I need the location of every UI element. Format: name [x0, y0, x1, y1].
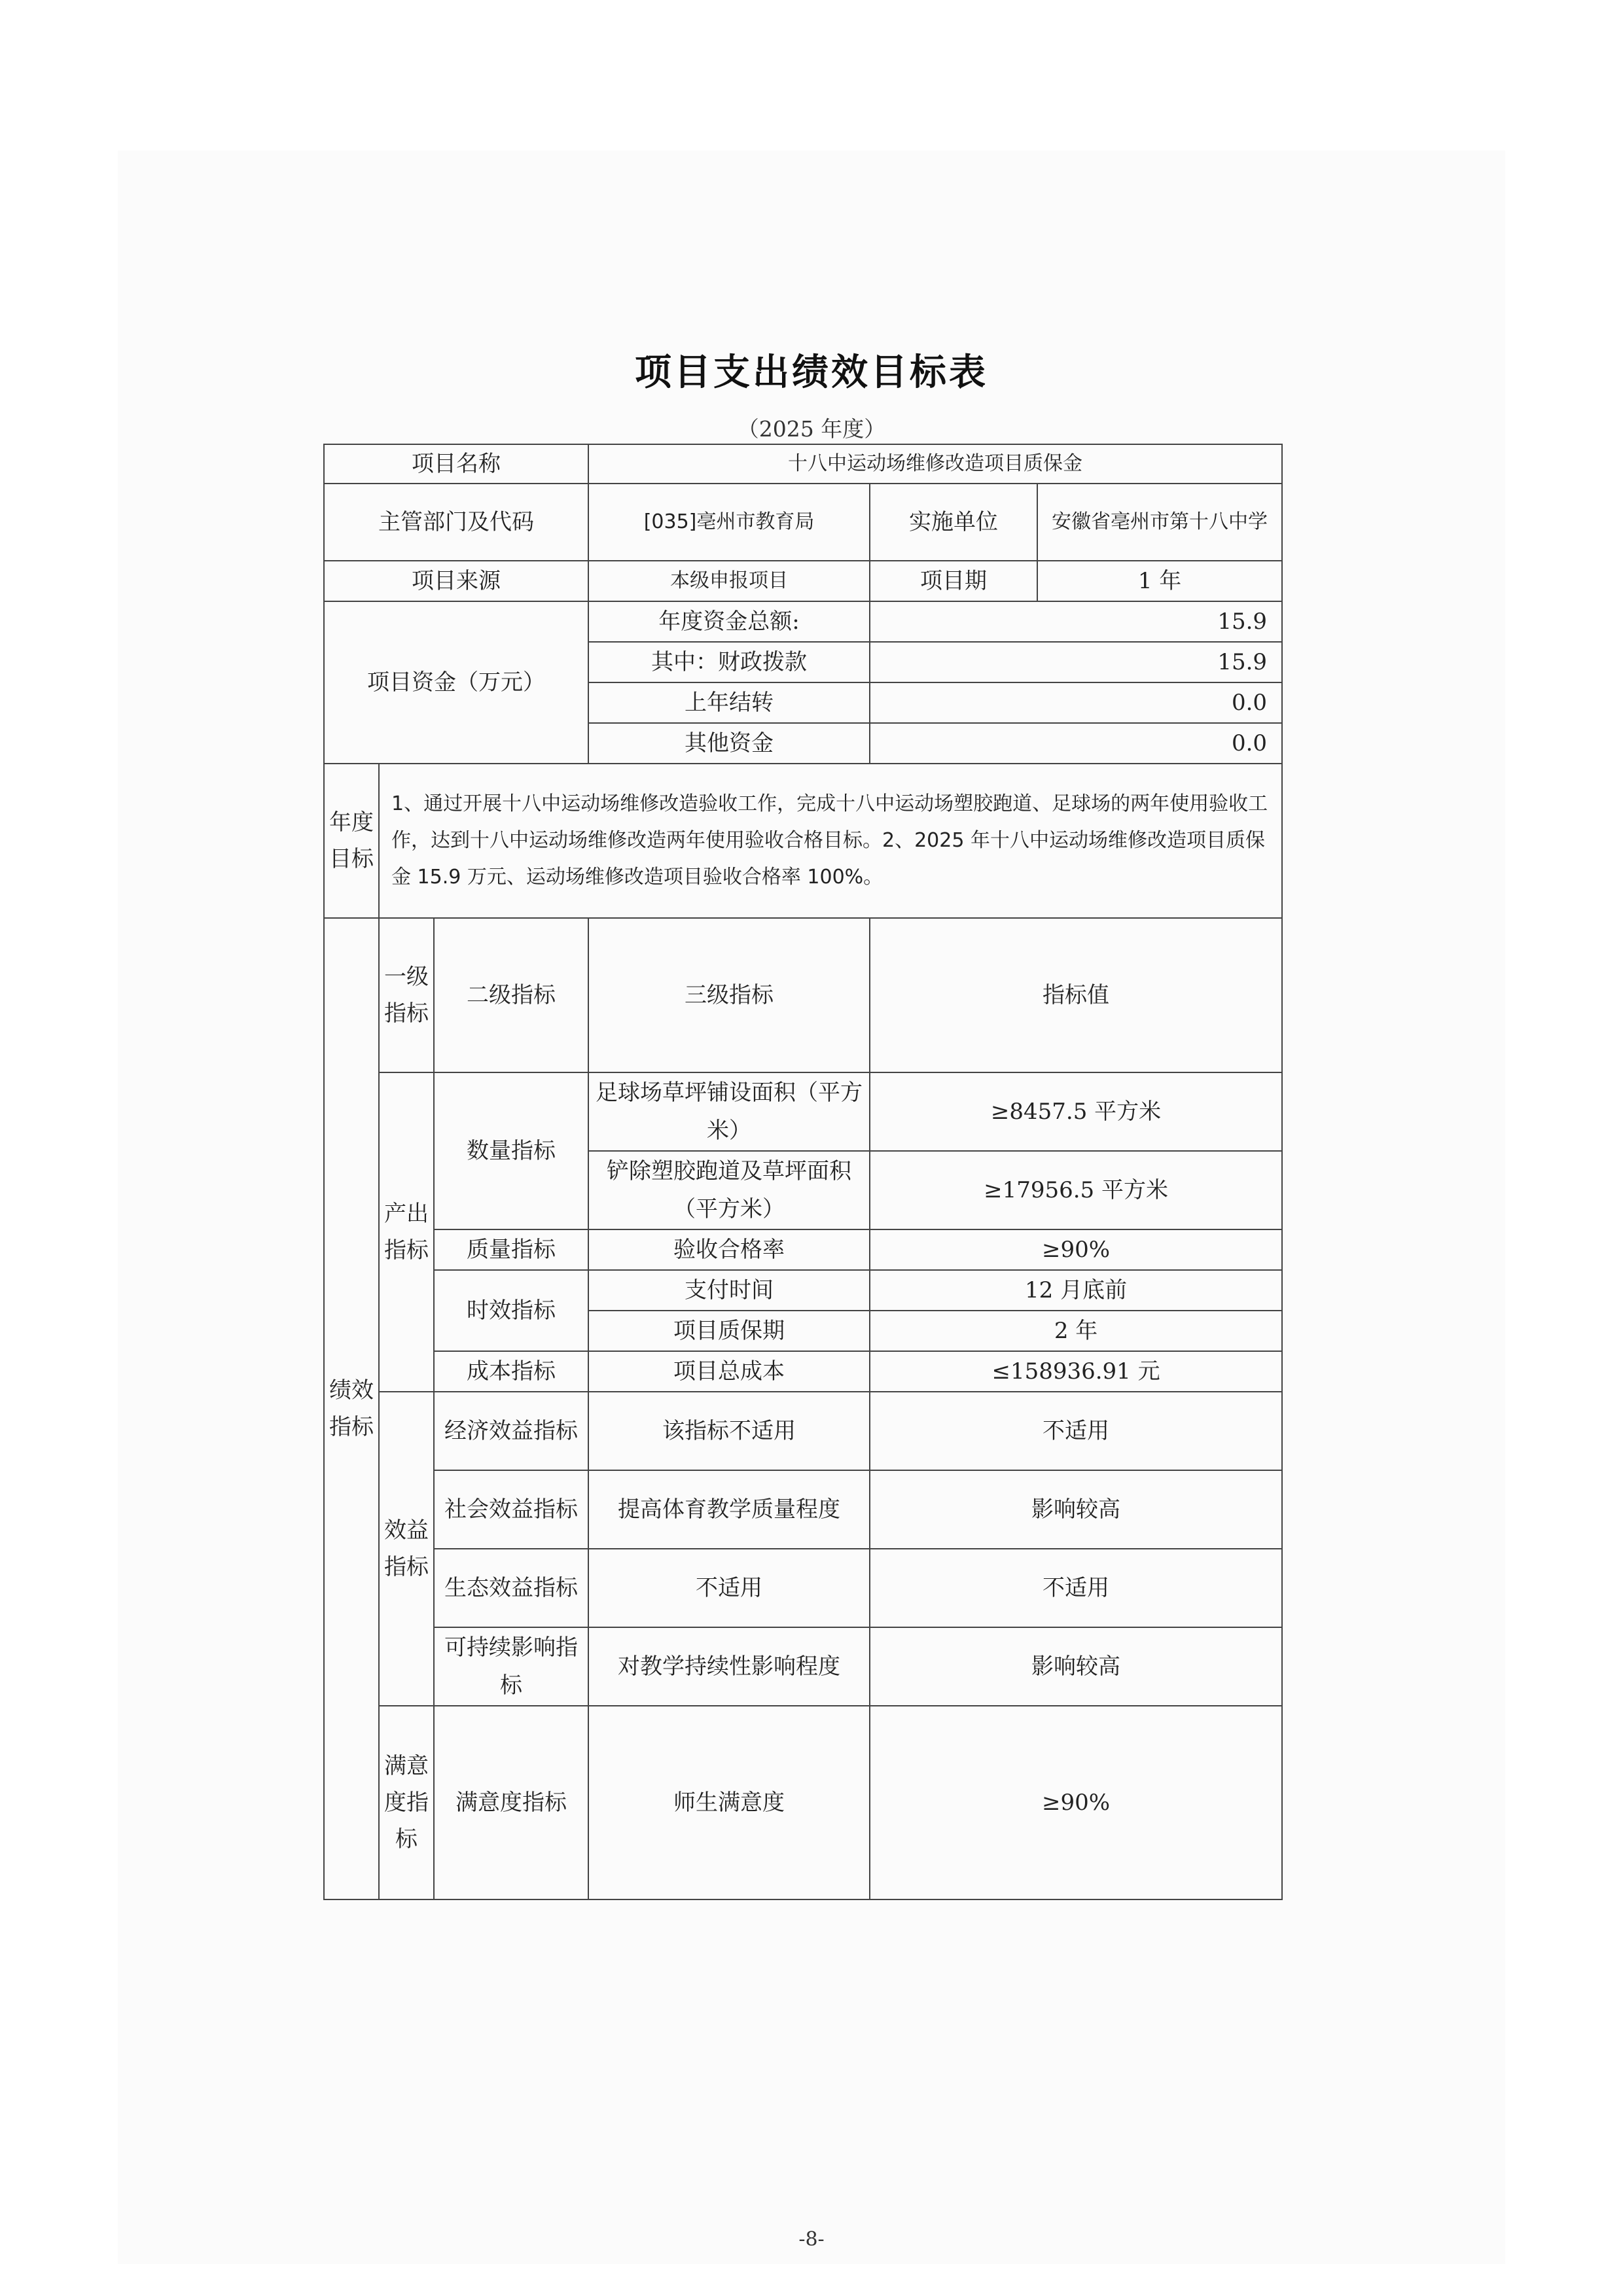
table-row [324, 561, 1282, 601]
funds-row-label: 年度资金总额: [588, 601, 870, 642]
quality-label: 质量指标 [434, 1229, 588, 1270]
source-value: 本级申报项目 [588, 561, 870, 601]
level3-name: 支付时间 [588, 1270, 870, 1311]
project-name-label: 项目名称 [324, 444, 588, 484]
level3-name: 提高体育教学质量程度 [588, 1470, 870, 1549]
benefit-level2: 生态效益指标 [434, 1549, 588, 1627]
level3-name: 对教学持续性影响程度 [588, 1627, 870, 1706]
period-value: 1 年 [1037, 561, 1282, 601]
header-value: 指标值 [870, 918, 1282, 1072]
funds-row-label: 其中：财政拨款 [588, 642, 870, 682]
impl-value: 安徽省亳州市第十八中学 [1037, 484, 1282, 561]
indicator-value: 2 年 [870, 1311, 1282, 1351]
funds-row-value: 0.0 [870, 723, 1282, 764]
timeliness-label: 时效指标 [434, 1270, 588, 1351]
year-note: （2025 年度） [737, 416, 886, 442]
benefit-level2: 可持续影响指标 [434, 1627, 588, 1706]
table-row [324, 1470, 1282, 1549]
funds-row-value: 15.9 [870, 601, 1282, 642]
performance-goal-table [323, 444, 1283, 1900]
indicator-value: 不适用 [870, 1549, 1282, 1627]
table-row [324, 918, 1282, 1072]
level3-name: 该指标不适用 [588, 1392, 870, 1470]
indicator-value: 影响较高 [870, 1627, 1282, 1706]
level3-name: 项目总成本 [588, 1351, 870, 1392]
table-row [324, 1270, 1282, 1311]
satisfaction-label: 满意度指标 [379, 1706, 434, 1899]
funds-row-value: 0.0 [870, 682, 1282, 723]
project-name-value: 十八中运动场维修改造项目质保金 [588, 444, 1282, 484]
table-row [324, 484, 1282, 561]
page-number: -8- [798, 2228, 825, 2251]
indicator-value: 12 月底前 [870, 1270, 1282, 1311]
level3-name: 足球场草坪铺设面积（平方米） [588, 1072, 870, 1151]
annual-goal-text: 1、通过开展十八中运动场维修改造验收工作，完成十八中运动场塑胶跑道、足球场的两年使用验收工作，达到十八中运动场维修改造两年使用验收合格目标。2、2025 年十八中运动场维修改造项目质保金 15.9 万元、运动场维修改造项目验收合格率 100%。 [379, 764, 1282, 918]
funds-row-value: 15.9 [870, 642, 1282, 682]
output-label: 产出指标 [379, 1072, 434, 1392]
level3-name: 师生满意度 [588, 1706, 870, 1899]
indicator-value: ≤158936.91 元 [870, 1351, 1282, 1392]
table-row [324, 764, 1282, 918]
table-row [324, 601, 1282, 642]
indicator-value: ≥8457.5 平方米 [870, 1072, 1282, 1151]
performance-label: 绩效指标 [324, 918, 379, 1899]
benefit-level2: 经济效益指标 [434, 1392, 588, 1470]
level3-name: 项目质保期 [588, 1311, 870, 1351]
level3-name: 铲除塑胶跑道及草坪面积（平方米） [588, 1151, 870, 1229]
header-level3: 三级指标 [588, 918, 870, 1072]
benefit-label: 效益指标 [379, 1392, 434, 1706]
header-level1: 一级指标 [379, 918, 434, 1072]
annual-goal-label: 年度目标 [324, 764, 379, 918]
indicator-value: ≥90% [870, 1229, 1282, 1270]
table-row [324, 1627, 1282, 1706]
period-label: 项目期 [870, 561, 1037, 601]
indicator-value: 影响较高 [870, 1470, 1282, 1549]
funds-row-label: 其他资金 [588, 723, 870, 764]
indicator-value: 不适用 [870, 1392, 1282, 1470]
dept-value: [035]亳州市教育局 [588, 484, 870, 561]
table-row [324, 1706, 1282, 1899]
satisfaction-level2: 满意度指标 [434, 1706, 588, 1899]
level3-name: 验收合格率 [588, 1229, 870, 1270]
table-row [324, 1549, 1282, 1627]
impl-label: 实施单位 [870, 484, 1037, 561]
source-label: 项目来源 [324, 561, 588, 601]
funds-row-label: 上年结转 [588, 682, 870, 723]
level3-name: 不适用 [588, 1549, 870, 1627]
dept-label: 主管部门及代码 [324, 484, 588, 561]
indicator-value: ≥17956.5 平方米 [870, 1151, 1282, 1229]
quantity-label: 数量指标 [434, 1072, 588, 1229]
table-row [324, 444, 1282, 484]
funds-label: 项目资金（万元） [324, 601, 588, 764]
table-row [324, 1072, 1282, 1151]
page-title: 项目支出绩效目标表 [635, 351, 988, 394]
cost-label: 成本指标 [434, 1351, 588, 1392]
indicator-value: ≥90% [870, 1706, 1282, 1899]
header-level2: 二级指标 [434, 918, 588, 1072]
table-row [324, 1351, 1282, 1392]
table-row [324, 1392, 1282, 1470]
table-row [324, 1229, 1282, 1270]
benefit-level2: 社会效益指标 [434, 1470, 588, 1549]
